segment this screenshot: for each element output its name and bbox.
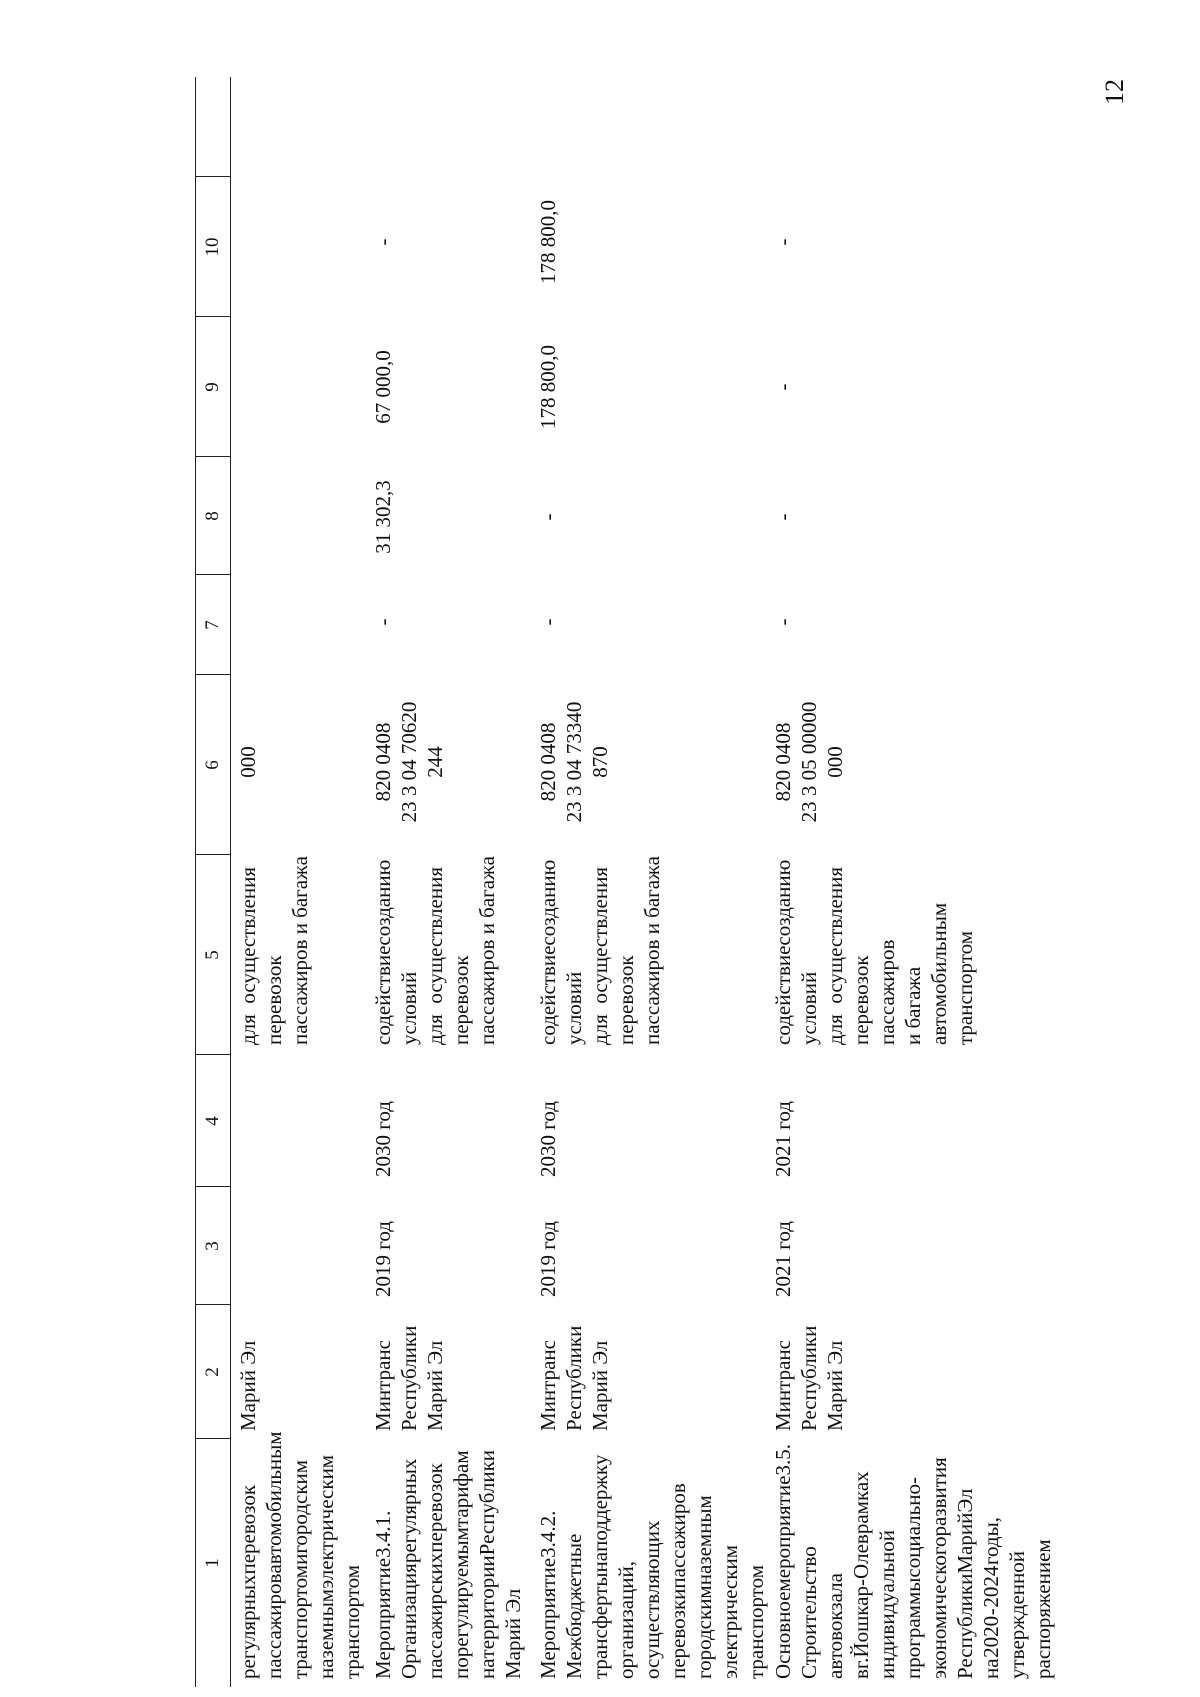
cell-line: 23 3 05 00000 (797, 701, 821, 823)
cell-line: пассажирских перевозок (423, 1463, 447, 1679)
cell-line: Марий Эл (501, 1588, 525, 1679)
table-cell-col2 (770, 1311, 848, 1431)
cell-line: на территории Республики (475, 1449, 499, 1679)
cell-line: Строительство (797, 1546, 821, 1679)
table-cell-col7 (535, 572, 561, 672)
cell-line: условий (562, 971, 586, 1045)
cell-line: 2021 год (771, 1101, 795, 1177)
cell-line: Республики Марий Эл (953, 1488, 977, 1679)
table-cell-col6 (235, 677, 261, 847)
cell-line: электрическим (718, 1545, 742, 1679)
table-cell-col9 (535, 322, 561, 452)
column-header-7: 7 (202, 620, 223, 630)
cell-line: и багажа (901, 966, 925, 1045)
cell-line: 000 (823, 746, 847, 778)
cell-line: для осуществления (588, 867, 612, 1045)
cell-line: в г. Йошкар-Оле в рамках (849, 1471, 873, 1679)
cell-line: Мероприятие 3.4.2. (536, 1510, 560, 1679)
table-cell-col5 (370, 856, 500, 1045)
cell-line: Мероприятие 3.4.1. (371, 1510, 395, 1679)
cell-line: Марий Эл (588, 1340, 612, 1431)
cell-line: городским наземным (692, 1495, 716, 1679)
table-cell-col5 (535, 856, 665, 1045)
cell-line: 178 800,0 (536, 345, 560, 429)
cell-line: для осуществления (236, 867, 260, 1045)
table-cell-col3 (770, 1167, 796, 1297)
cell-line: Республики (562, 1325, 586, 1431)
table-cell-col2 (370, 1311, 448, 1431)
cell-line: 820 0408 (536, 722, 560, 802)
cell-line: Минтранс (371, 1340, 395, 1431)
cell-line: по регулируемым тарифам (449, 1450, 473, 1679)
table-cell-col8 (770, 457, 796, 577)
cell-line: 31 302,3 (371, 480, 395, 554)
table-cell-col9 (770, 322, 796, 452)
cell-line: Марий Эл (823, 1340, 847, 1431)
column-header-8: 8 (202, 511, 223, 521)
cell-line: автовокзала (823, 1573, 847, 1679)
cell-line: пассажиров автомобильным (262, 1431, 286, 1679)
column-header-10: 10 (202, 237, 223, 257)
cell-line: перевозки пассажиров (666, 1483, 690, 1679)
cell-line: 67 000,0 (371, 350, 395, 424)
cell-line: автомобильным (927, 902, 951, 1045)
cell-line: транспортом (340, 1564, 364, 1679)
cell-line: распоряжением (1031, 1539, 1055, 1679)
table-cell-col9 (370, 322, 396, 452)
cell-line: перевозок (849, 955, 873, 1045)
cell-line: Марий Эл (423, 1340, 447, 1431)
cell-line: для осуществления (423, 867, 447, 1045)
cell-line: перевозок (449, 955, 473, 1045)
cell-line: пассажиров и багажа (640, 856, 664, 1045)
rotated-table (195, 77, 1200, 1687)
table-cell-col10 (370, 177, 396, 307)
cell-line: Организация регулярных (397, 1458, 421, 1679)
cell-line: 2030 год (371, 1101, 395, 1177)
table-cell-col6 (770, 677, 848, 847)
table-cell-col6 (370, 677, 448, 847)
cell-line: осуществляющих (640, 1520, 664, 1679)
cell-line: условий (397, 971, 421, 1045)
cell-line: 2019 год (536, 1221, 560, 1297)
cell-line: индивидуальной (875, 1530, 899, 1679)
table-cell-col8 (535, 457, 561, 577)
table-cell-col3 (535, 1167, 561, 1297)
table-cell-col7 (770, 572, 796, 672)
table-cell-col10 (770, 177, 796, 307)
cell-line: пассажиров и багажа (288, 856, 312, 1045)
cell-line: - (371, 618, 395, 626)
page-number: 12 (1100, 79, 1129, 105)
cell-line: наземным электрическим (314, 1454, 338, 1679)
cell-line: 820 0408 (771, 722, 795, 802)
table-cell-col5 (770, 859, 978, 1045)
table-header-border (230, 77, 231, 1687)
table-cell-col1 (535, 1454, 769, 1679)
table-cell-col3 (370, 1167, 396, 1297)
cell-line: организаций, (614, 1561, 638, 1679)
cell-line: содействие созданию (771, 859, 795, 1045)
table-cell-col2 (535, 1311, 613, 1431)
cell-line: трансферты на поддержку (588, 1454, 612, 1679)
column-header-9: 9 (202, 382, 223, 392)
cell-line: пассажиров (875, 939, 899, 1045)
cell-line: - (771, 618, 795, 626)
cell-line: 870 (588, 746, 612, 778)
cell-line: Республики (397, 1325, 421, 1431)
cell-line: Республики (797, 1325, 821, 1431)
cell-line: регулярных перевозок (236, 1484, 260, 1679)
table-cell-col2 (235, 1311, 261, 1431)
cell-line: содействие созданию (371, 859, 395, 1045)
cell-line: - (771, 238, 795, 246)
column-header-3: 3 (202, 1241, 223, 1251)
cell-line: экономического развития (927, 1457, 951, 1679)
cell-line: Межбюджетные (562, 1533, 586, 1679)
cell-line: 2021 год (771, 1221, 795, 1297)
cell-line: программы социально- (901, 1477, 925, 1679)
table-cell-col1 (770, 1444, 1056, 1679)
cell-line: 2030 год (536, 1101, 560, 1177)
cell-line: перевозок (614, 955, 638, 1045)
cell-line: 2019 год (371, 1221, 395, 1297)
cell-line: - (536, 618, 560, 626)
cell-line: 178 800,0 (536, 200, 560, 284)
cell-line: условий (797, 971, 821, 1045)
cell-line: - (771, 383, 795, 391)
column-header-2: 2 (202, 1367, 223, 1377)
cell-line: для осуществления (823, 867, 847, 1045)
table-cell-col4 (370, 1047, 396, 1177)
table-cell-col5 (235, 856, 313, 1045)
cell-line: - (771, 513, 795, 521)
cell-line: транспортом (953, 930, 977, 1045)
column-header-4: 4 (202, 1116, 223, 1126)
cell-line: - (371, 238, 395, 246)
table-cell-col10 (535, 177, 561, 307)
column-header-5: 5 (202, 950, 223, 960)
cell-line: 244 (423, 746, 447, 778)
table-cell-col6 (535, 677, 613, 847)
cell-line: утвержденной (1005, 1550, 1029, 1679)
table-cell-col4 (535, 1047, 561, 1177)
table-cell-col1 (235, 1431, 365, 1679)
table-cell-col1 (370, 1449, 526, 1679)
cell-line: транспортом и городским (288, 1459, 312, 1679)
cell-line: 000 (236, 746, 260, 778)
cell-line: 820 0408 (371, 722, 395, 802)
cell-line: транспортом (744, 1564, 768, 1679)
column-header-6: 6 (202, 760, 223, 770)
cell-line: 23 3 04 70620 (397, 701, 421, 823)
table-cell-col8 (370, 457, 396, 577)
cell-line: 23 3 04 73340 (562, 701, 586, 823)
cell-line: содействие созданию (536, 859, 560, 1045)
cell-line: на 2020 - 2024 годы, (979, 1517, 1003, 1679)
cell-line: пассажиров и багажа (475, 856, 499, 1045)
column-header-1: 1 (202, 1558, 223, 1568)
cell-line: Основное мероприятие 3.5. (771, 1444, 795, 1679)
cell-line: Минтранс (771, 1340, 795, 1431)
cell-line: - (536, 513, 560, 521)
cell-line: перевозок (262, 955, 286, 1045)
table-cell-col4 (770, 1047, 796, 1177)
table-cell-col7 (370, 572, 396, 672)
cell-line: Минтранс (536, 1340, 560, 1431)
cell-line: Марий Эл (236, 1340, 260, 1431)
